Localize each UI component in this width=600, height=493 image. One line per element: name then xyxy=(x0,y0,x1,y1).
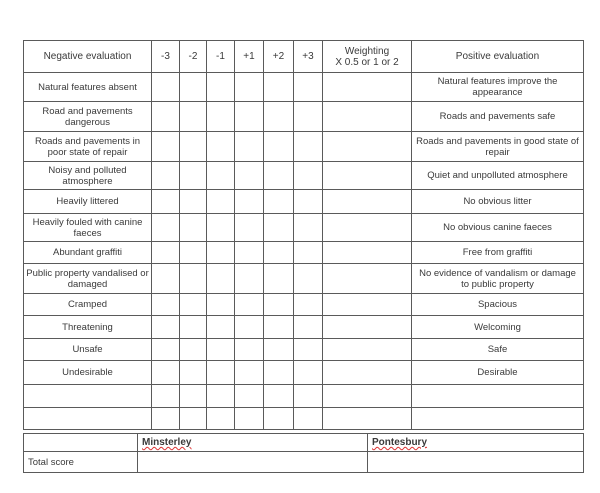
score-cell[interactable] xyxy=(264,242,294,264)
score-cell[interactable] xyxy=(152,294,180,316)
positive-evaluation: No obvious litter xyxy=(412,190,584,214)
score-cell[interactable] xyxy=(294,339,323,361)
positive-evaluation: Free from graffiti xyxy=(412,242,584,264)
weighting-cell[interactable] xyxy=(323,162,412,190)
negative-evaluation: Heavily fouled with canine faeces xyxy=(24,214,152,242)
total-pontesbury-cell[interactable] xyxy=(368,452,584,473)
score-cell[interactable] xyxy=(207,190,235,214)
evaluation-row xyxy=(24,242,584,264)
evaluation-row xyxy=(24,102,584,132)
totals-table xyxy=(23,433,584,473)
score-cell[interactable] xyxy=(235,190,264,214)
weighting-cell[interactable] xyxy=(323,190,412,214)
score-cell[interactable] xyxy=(294,132,323,162)
evaluation-row xyxy=(24,73,584,102)
score-cell[interactable] xyxy=(264,162,294,190)
score-cell[interactable] xyxy=(235,132,264,162)
score-cell[interactable] xyxy=(207,242,235,264)
score-cell[interactable] xyxy=(264,339,294,361)
positive-evaluation: Safe xyxy=(412,339,584,361)
score-header: +2 xyxy=(264,41,294,73)
negative-evaluation: Abundant graffiti xyxy=(24,242,152,264)
weighting-cell[interactable] xyxy=(323,242,412,264)
evaluation-row xyxy=(24,339,584,361)
evaluation-table xyxy=(23,40,584,430)
positive-evaluation xyxy=(412,385,584,408)
score-cell[interactable] xyxy=(235,264,264,294)
weighting-cell[interactable] xyxy=(323,294,412,316)
weighting-cell[interactable] xyxy=(323,361,412,385)
score-cell[interactable] xyxy=(152,408,180,430)
score-cell[interactable] xyxy=(294,190,323,214)
score-cell[interactable] xyxy=(180,162,207,190)
weighting-cell[interactable] xyxy=(323,102,412,132)
positive-evaluation: Desirable xyxy=(412,361,584,385)
evaluation-row xyxy=(24,361,584,385)
score-cell[interactable] xyxy=(180,214,207,242)
score-cell[interactable] xyxy=(180,294,207,316)
score-cell[interactable] xyxy=(152,214,180,242)
weighting-cell[interactable] xyxy=(323,132,412,162)
score-cell[interactable] xyxy=(294,385,323,408)
weighting-cell[interactable] xyxy=(323,73,412,102)
weighting-cell[interactable] xyxy=(323,339,412,361)
score-cell[interactable] xyxy=(235,339,264,361)
score-cell[interactable] xyxy=(180,190,207,214)
weighting-cell[interactable] xyxy=(323,385,412,408)
weighting-header xyxy=(323,41,412,73)
score-cell[interactable] xyxy=(207,339,235,361)
score-cell[interactable] xyxy=(207,385,235,408)
negative-evaluation: Cramped xyxy=(24,294,152,316)
negative-evaluation: Road and pavements dangerous xyxy=(24,102,152,132)
positive-evaluation: Quiet and unpolluted atmosphere xyxy=(412,162,584,190)
score-cell[interactable] xyxy=(180,339,207,361)
score-cell[interactable] xyxy=(207,132,235,162)
score-cell[interactable] xyxy=(264,385,294,408)
evaluation-row xyxy=(24,214,584,242)
evaluation-row xyxy=(24,316,584,339)
negative-evaluation: Noisy and polluted atmosphere xyxy=(24,162,152,190)
score-cell[interactable] xyxy=(152,339,180,361)
score-cell[interactable] xyxy=(180,242,207,264)
score-cell[interactable] xyxy=(294,408,323,430)
negative-evaluation: Roads and pavements in poor state of repair xyxy=(24,132,152,162)
score-cell[interactable] xyxy=(294,242,323,264)
evaluation-row xyxy=(24,385,584,408)
positive-evaluation: No evidence of vandalism or damage to public property xyxy=(412,264,584,294)
score-cell[interactable] xyxy=(207,408,235,430)
weighting-cell[interactable] xyxy=(323,264,412,294)
negative-evaluation xyxy=(24,408,152,430)
place-pontesbury: Pontesbury xyxy=(372,437,428,448)
evaluation-row xyxy=(24,190,584,214)
total-score-row xyxy=(24,452,584,473)
score-cell[interactable] xyxy=(235,408,264,430)
score-cell[interactable] xyxy=(294,214,323,242)
positive-evaluation: Natural features improve the appearance xyxy=(412,73,584,102)
positive-evaluation: No obvious canine faeces xyxy=(412,214,584,242)
positive-evaluation xyxy=(412,408,584,430)
score-cell[interactable] xyxy=(264,408,294,430)
score-cell[interactable] xyxy=(235,385,264,408)
score-cell[interactable] xyxy=(180,408,207,430)
score-cell[interactable] xyxy=(207,294,235,316)
empty-cell xyxy=(24,434,138,452)
positive-evaluation: Roads and pavements safe xyxy=(412,102,584,132)
score-cell[interactable] xyxy=(294,294,323,316)
evaluation-row xyxy=(24,294,584,316)
score-cell[interactable] xyxy=(235,214,264,242)
score-header: +3 xyxy=(294,41,323,73)
score-cell[interactable] xyxy=(152,242,180,264)
score-cell[interactable] xyxy=(180,361,207,385)
score-cell[interactable] xyxy=(180,132,207,162)
score-cell[interactable] xyxy=(207,361,235,385)
header-row xyxy=(24,41,584,73)
score-cell[interactable] xyxy=(294,361,323,385)
negative-evaluation: Threatening xyxy=(24,316,152,339)
score-cell[interactable] xyxy=(180,316,207,339)
weighting-cell[interactable] xyxy=(323,214,412,242)
score-cell[interactable] xyxy=(152,73,180,102)
score-cell[interactable] xyxy=(180,385,207,408)
score-cell[interactable] xyxy=(235,162,264,190)
negative-evaluation: Heavily littered xyxy=(24,190,152,214)
score-cell[interactable] xyxy=(235,361,264,385)
score-cell[interactable] xyxy=(152,162,180,190)
score-cell[interactable] xyxy=(152,190,180,214)
score-cell[interactable] xyxy=(264,132,294,162)
evaluation-row xyxy=(24,408,584,430)
score-cell[interactable] xyxy=(152,385,180,408)
score-cell[interactable] xyxy=(264,73,294,102)
score-cell[interactable] xyxy=(294,162,323,190)
score-header: -3 xyxy=(152,41,180,73)
positive-evaluation: Roads and pavements in good state of repair xyxy=(412,132,584,162)
positive-evaluation: Welcoming xyxy=(412,316,584,339)
score-cell[interactable] xyxy=(235,242,264,264)
score-header: +1 xyxy=(235,41,264,73)
score-cell[interactable] xyxy=(152,316,180,339)
totals-header-row xyxy=(24,434,584,452)
total-minsterley-cell[interactable] xyxy=(138,452,368,473)
score-cell[interactable] xyxy=(264,214,294,242)
positive-evaluation: Spacious xyxy=(412,294,584,316)
score-cell[interactable] xyxy=(264,190,294,214)
score-cell[interactable] xyxy=(235,316,264,339)
score-cell[interactable] xyxy=(235,294,264,316)
negative-header: Negative evaluation xyxy=(24,41,152,73)
score-header: -2 xyxy=(180,41,207,73)
evaluation-row xyxy=(24,132,584,162)
score-cell[interactable] xyxy=(294,316,323,339)
score-cell[interactable] xyxy=(152,132,180,162)
score-cell[interactable] xyxy=(207,162,235,190)
score-cell[interactable] xyxy=(180,264,207,294)
score-cell[interactable] xyxy=(294,102,323,132)
score-cell[interactable] xyxy=(152,102,180,132)
score-cell[interactable] xyxy=(264,102,294,132)
negative-evaluation: Public property vandalised or damaged xyxy=(24,264,152,294)
place-minsterley: Minsterley xyxy=(142,437,192,448)
score-cell[interactable] xyxy=(264,361,294,385)
score-header: -1 xyxy=(207,41,235,73)
score-cell[interactable] xyxy=(152,361,180,385)
weighting-label: Weighting xyxy=(344,45,390,57)
negative-evaluation xyxy=(24,385,152,408)
weighting-cell[interactable] xyxy=(323,408,412,430)
score-cell[interactable] xyxy=(180,102,207,132)
score-cell[interactable] xyxy=(264,264,294,294)
weighting-cell[interactable] xyxy=(323,316,412,339)
score-cell[interactable] xyxy=(207,102,235,132)
weighting-options: X 0.5 or 1 or 2 xyxy=(335,56,399,68)
score-cell[interactable] xyxy=(152,264,180,294)
positive-header: Positive evaluation xyxy=(412,41,584,73)
score-cell[interactable] xyxy=(207,73,235,102)
score-cell[interactable] xyxy=(264,316,294,339)
negative-evaluation: Natural features absent xyxy=(24,73,152,102)
negative-evaluation: Undesirable xyxy=(24,361,152,385)
score-cell[interactable] xyxy=(180,73,207,102)
score-cell[interactable] xyxy=(294,264,323,294)
score-cell[interactable] xyxy=(294,73,323,102)
score-cell[interactable] xyxy=(235,102,264,132)
score-cell[interactable] xyxy=(207,214,235,242)
evaluation-row xyxy=(24,162,584,190)
score-cell[interactable] xyxy=(207,316,235,339)
negative-evaluation: Unsafe xyxy=(24,339,152,361)
total-score-label: Total score xyxy=(24,452,138,473)
score-cell[interactable] xyxy=(235,73,264,102)
score-cell[interactable] xyxy=(207,264,235,294)
score-cell[interactable] xyxy=(264,294,294,316)
evaluation-row xyxy=(24,264,584,294)
